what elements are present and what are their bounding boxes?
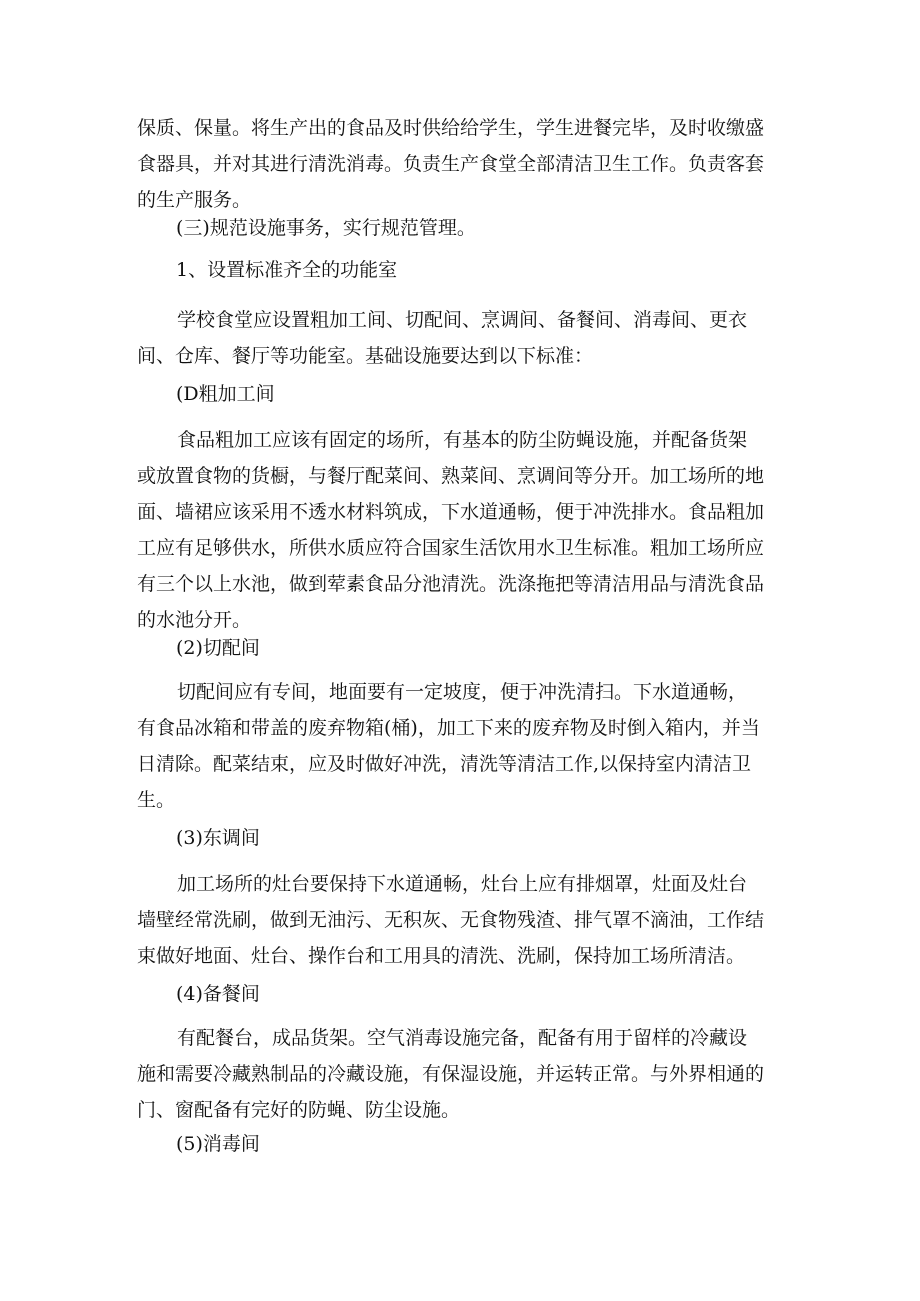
paragraph: 切配间应有专间，地面要有一定坡度，便于冲洗清扫。下水道通畅， 有食品冰箱和带盖的废弃物箱(桶)，加工下来的废弃物及时倒入箱内，并当 日清除。配菜结束，应及时做好冲洗，清洗等清洁工作,以保持室内清洁卫 生。 bbox=[137, 681, 760, 811]
paragraph-continued: 保质、保量。将生产出的食品及时供给给学生，学生进餐完毕，及时收缴盛 食器具，并对其进行清洗消毒。负责生产食堂全部清洁卫生工作。负责客套 的生产服务。 bbox=[137, 117, 765, 211]
item-heading-3: (3)东调间 bbox=[176, 827, 260, 849]
paragraph: 学校食堂应设置粗加工间、切配间、烹调间、备餐间、消毒间、更衣 间、仓库、餐厅等功能室。基础设施要达到以下标准： bbox=[137, 309, 748, 367]
item-heading-1: (D粗加工间 bbox=[176, 383, 275, 405]
item-heading-2: (2)切配间 bbox=[176, 637, 260, 659]
item-heading-5: (5)消毒间 bbox=[176, 1133, 260, 1155]
paragraph: 食品粗加工应该有固定的场所，有基本的防尘防蝇设施，并配备货架 或放置食物的货橱，与餐厅配菜间、熟菜间、烹调间等分开。加工场所的地 面、墙裙应该采用不透水材料筑成，下水道通畅，便于冲洗排水。食品粗加 工应有足够供水，所供水质应符合国家生活饮用水卫生标准。粗加工场所应 有三个以上水池，做到荤素食品分池清洗。洗涤拖把等清洁用品与清洗食品 的水池分开。 bbox=[137, 429, 765, 631]
subsection-heading: 1、设置标准齐全的功能室 bbox=[176, 259, 398, 281]
paragraph: 加工场所的灶台要保持下水道通畅，灶台上应有排烟罩，灶面及灶台 墙壁经常洗刷，做到无油污、无积灰、无食物残渣、排气罩不滴油，工作结 束做好地面、灶台、操作台和工用具的清洗、洗刷，保持加工场所清洁。 bbox=[137, 873, 765, 967]
paragraph: 有配餐台，成品货架。空气消毒设施完备，配备有用于留样的冷藏设 施和需要冷藏熟制品的冷藏设施，有保湿设施，并运转正常。与外界相通的 门、窗配备有完好的防蝇、防尘设施。 bbox=[137, 1027, 765, 1121]
section-heading: (三)规范设施事务，实行规范管理。 bbox=[176, 217, 476, 239]
item-heading-4: (4)备餐间 bbox=[176, 983, 260, 1005]
